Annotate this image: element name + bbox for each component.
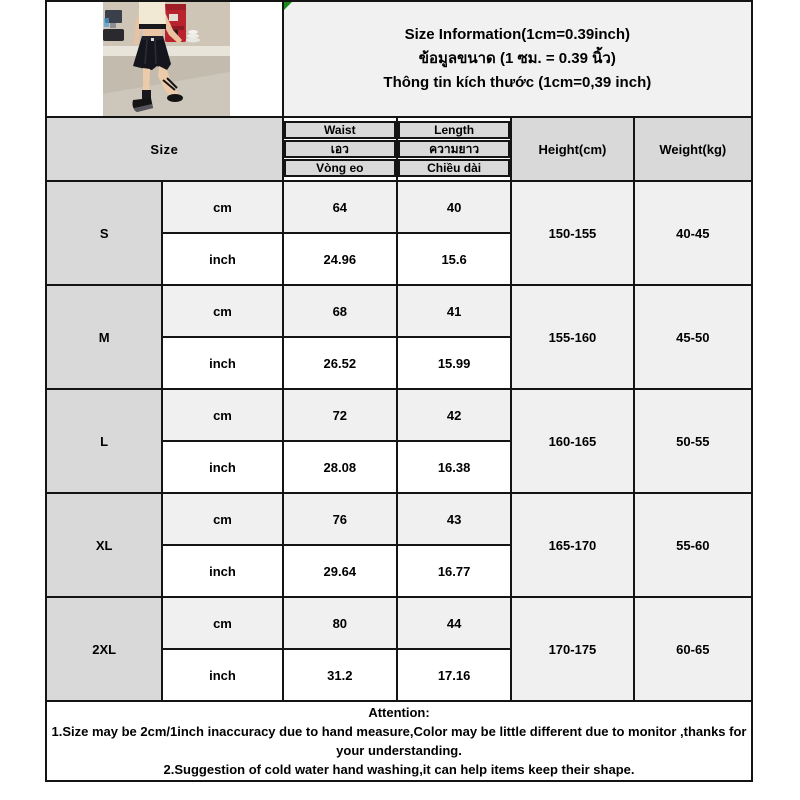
size-column-header: Size — [46, 117, 283, 181]
size-label: L — [46, 389, 162, 493]
unit-cm-label: cm — [162, 285, 282, 337]
size-row-s-cm — [46, 181, 752, 233]
unit-inch-label: inch — [162, 337, 282, 389]
attention-title: Attention: — [368, 705, 430, 720]
title-english: Size Information(1cm=0.39inch) — [404, 26, 631, 43]
weight-range-value: 50-55 — [634, 389, 752, 493]
waist-column-header — [283, 117, 397, 181]
height-range-value: 150-155 — [511, 181, 633, 285]
title-vietnamese: Thông tin kích thước (1cm=0,39 inch) — [383, 74, 652, 91]
waist-header-th: เอว — [284, 140, 396, 158]
unit-cm-label: cm — [162, 597, 282, 649]
attention-cell — [46, 701, 752, 781]
unit-cm-label: cm — [162, 389, 282, 441]
length-cm-value: 43 — [397, 493, 511, 545]
waist-header-vi: Vòng eo — [284, 159, 396, 177]
weight-range-value: 40-45 — [634, 181, 752, 285]
attention-note-1: 1.Size may be 2cm/1inch inaccuracy due to hand measure,Color may be little different due to monitor ,thanks for your understanding. — [51, 724, 747, 758]
length-column-header — [397, 117, 511, 181]
table-header-row — [46, 117, 752, 181]
size-label: 2XL — [46, 597, 162, 701]
size-row-xl-cm — [46, 493, 752, 545]
size-chart-sheet — [45, 0, 753, 782]
waist-cm-value: 72 — [283, 389, 397, 441]
length-inch-value: 15.99 — [397, 337, 511, 389]
title-thai: ข้อมูลขนาด (1 ซม. = 0.39 นิ้ว) — [418, 50, 616, 67]
length-inch-value: 15.6 — [397, 233, 511, 285]
length-cm-value: 44 — [397, 597, 511, 649]
unit-inch-label: inch — [162, 233, 282, 285]
unit-cm-label: cm — [162, 493, 282, 545]
size-info-title-cell — [283, 1, 752, 117]
length-inch-value: 17.16 — [397, 649, 511, 701]
length-cm-value: 42 — [397, 389, 511, 441]
size-table — [45, 0, 753, 782]
height-range-value: 155-160 — [511, 285, 633, 389]
length-inch-value: 16.77 — [397, 545, 511, 597]
waist-cm-value: 68 — [283, 285, 397, 337]
height-range-value: 170-175 — [511, 597, 633, 701]
attention-note-2: 2.Suggestion of cold water hand washing,it can help items keep their shape. — [163, 762, 635, 777]
unit-inch-label: inch — [162, 441, 282, 493]
height-range-value: 165-170 — [511, 493, 633, 597]
waist-inch-value: 28.08 — [283, 441, 397, 493]
green-corner-marker-icon — [284, 2, 292, 10]
size-label: S — [46, 181, 162, 285]
waist-cm-value: 64 — [283, 181, 397, 233]
weight-range-value: 55-60 — [634, 493, 752, 597]
size-row-2xl-cm — [46, 597, 752, 649]
length-cm-value: 40 — [397, 181, 511, 233]
attention-row — [46, 701, 752, 781]
product-photo — [103, 2, 230, 116]
unit-cm-label: cm — [162, 181, 282, 233]
size-label: M — [46, 285, 162, 389]
length-cm-value: 41 — [397, 285, 511, 337]
unit-inch-label: inch — [162, 649, 282, 701]
size-label: XL — [46, 493, 162, 597]
unit-inch-label: inch — [162, 545, 282, 597]
waist-cm-value: 76 — [283, 493, 397, 545]
waist-inch-value: 26.52 — [283, 337, 397, 389]
size-row-l-cm — [46, 389, 752, 441]
size-rows-body — [46, 181, 752, 701]
weight-range-value: 45-50 — [634, 285, 752, 389]
length-header-en: Length — [398, 121, 510, 139]
length-header-vi: Chiều dài — [398, 159, 510, 177]
waist-inch-value: 29.64 — [283, 545, 397, 597]
cup-stack — [186, 30, 200, 43]
product-photo-cell — [46, 1, 283, 117]
height-column-header: Height(cm) — [511, 117, 633, 181]
waist-inch-value: 24.96 — [283, 233, 397, 285]
waist-cm-value: 80 — [283, 597, 397, 649]
waist-header-en: Waist — [284, 121, 396, 139]
length-inch-value: 16.38 — [397, 441, 511, 493]
size-row-m-cm — [46, 285, 752, 337]
weight-range-value: 60-65 — [634, 597, 752, 701]
top-row — [46, 1, 752, 117]
weight-column-header: Weight(kg) — [634, 117, 752, 181]
height-range-value: 160-165 — [511, 389, 633, 493]
length-header-th: ความยาว — [398, 140, 510, 158]
waist-inch-value: 31.2 — [283, 649, 397, 701]
